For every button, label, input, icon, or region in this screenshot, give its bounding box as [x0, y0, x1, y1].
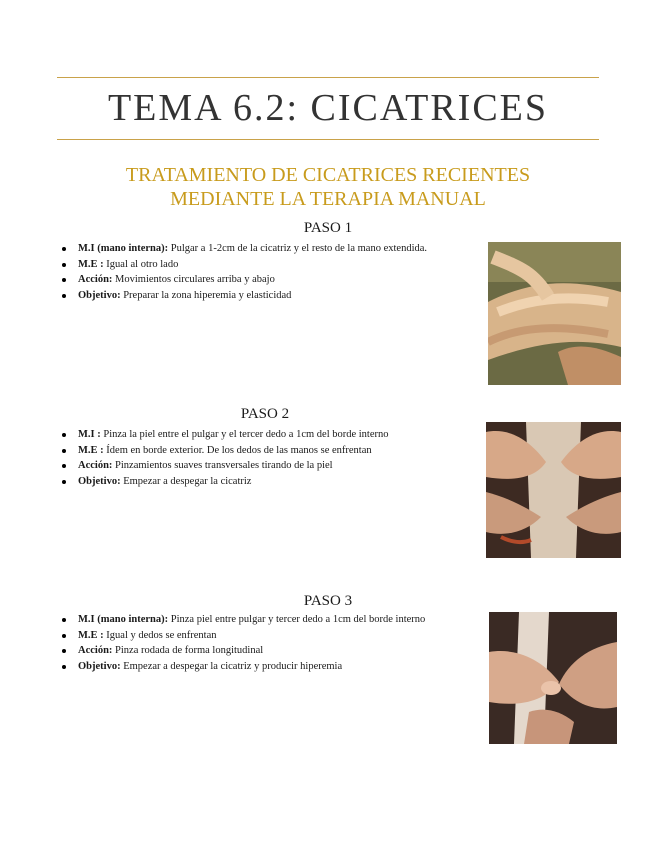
- step-2-list: [60, 427, 389, 489]
- list-item: M.I : Pinza la piel entre el pulgar y el tercer dedo a 1cm del borde interno: [60, 427, 389, 443]
- list-item: Objetivo: Empezar a despegar la cicatriz: [60, 474, 389, 490]
- step-3-heading: PASO 3: [303, 593, 353, 609]
- list-item: M.E : Ídem en borde exterior. De los dedos de las manos se enfrentan: [60, 443, 389, 459]
- list-item: Objetivo: Preparar la zona hiperemia y elasticidad: [60, 288, 427, 304]
- list-item: Acción: Pinza rodada de forma longitudinal: [60, 643, 425, 659]
- list-item: Objetivo: Empezar a despegar la cicatriz y producir hiperemia: [60, 659, 425, 675]
- bottom-rule: [57, 139, 599, 140]
- subtitle-line-1: TRATAMIENTO DE CICATRICES RECIENTES: [125, 164, 531, 186]
- list-item: Acción: Movimientos circulares arriba y abajo: [60, 272, 427, 288]
- step-1-list: [60, 241, 427, 303]
- list-item: Acción: Pinzamientos suaves transversales tirando de la piel: [60, 458, 389, 474]
- top-rule: [57, 77, 599, 78]
- step-2-heading: PASO 2: [240, 406, 290, 422]
- list-item: M.I (mano interna): Pulgar a 1-2cm de la cicatriz y el resto de la mano extendida.: [60, 241, 427, 257]
- page-title: TEMA 6.2: CICATRICES: [107, 87, 549, 129]
- section-subtitle: [57, 163, 599, 211]
- step-1-heading: PASO 1: [303, 220, 353, 236]
- subtitle-line-2: MEDIANTE LA TERAPIA MANUAL: [170, 188, 486, 210]
- step-2-photo: [486, 422, 621, 558]
- step-1-photo: [488, 242, 621, 385]
- list-item: M.E : Igual y dedos se enfrentan: [60, 628, 425, 644]
- step-3-photo: [489, 612, 617, 744]
- list-item: M.E : Igual al otro lado: [60, 257, 427, 273]
- list-item: M.I (mano interna): Pinza piel entre pulgar y tercer dedo a 1cm del borde interno: [60, 612, 425, 628]
- step-3-list: [60, 612, 425, 674]
